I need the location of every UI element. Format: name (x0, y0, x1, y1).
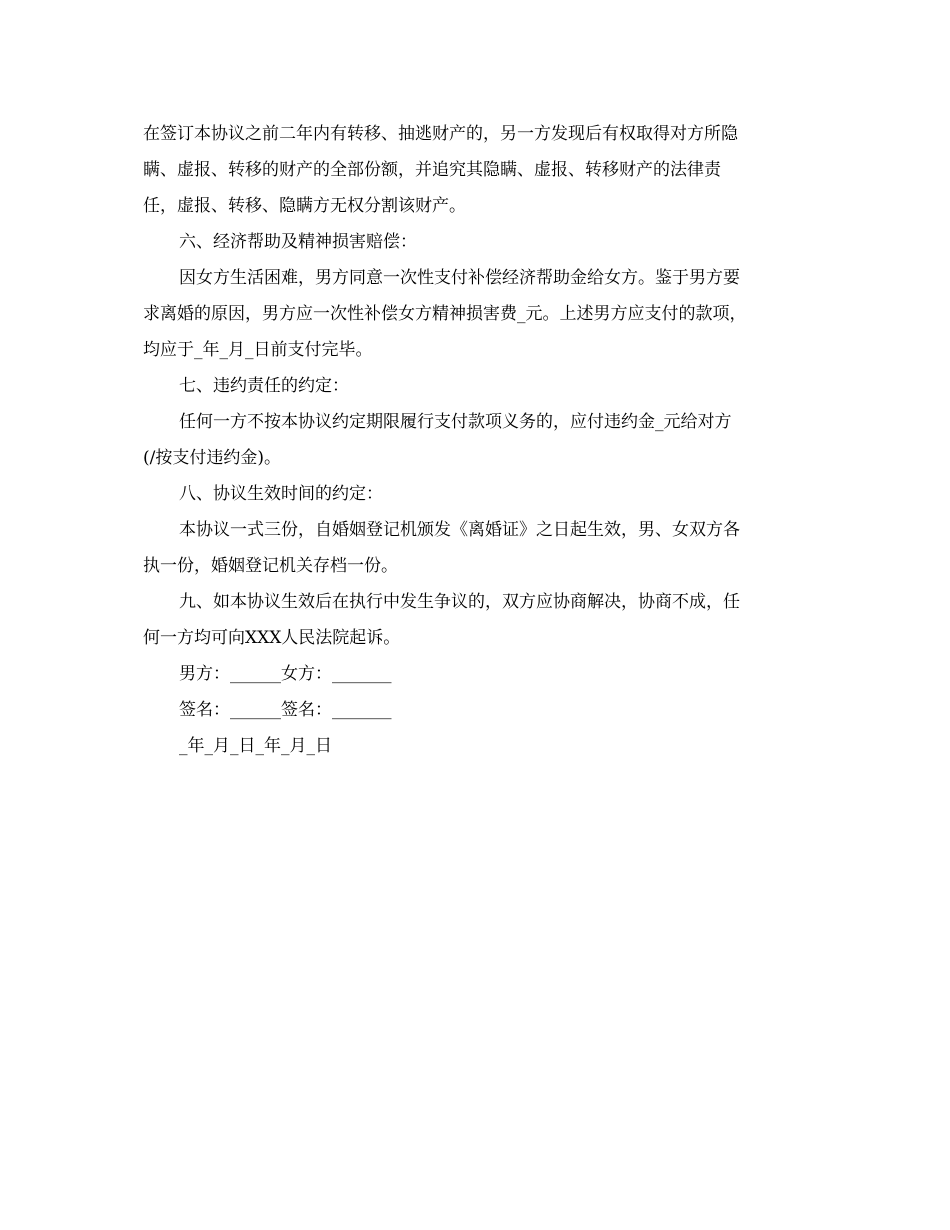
text-line-5: 因女方生活困难，男方同意一次性支付补偿经济帮助金给女方。鉴于男方要 (179, 268, 740, 288)
text-line-9: 任何一方不按本协议约定期限履行支付款项义务的，应付违约金_元给对方 (179, 412, 732, 432)
text-line-12: 本协议一式三份，自婚姻登记机颁发《离婚证》之日起生效，男、女双方各 (179, 520, 740, 540)
section-heading-9: 九、如本协议生效后在执行中发生争议的，双方应协商解决，协商不成，任 (179, 592, 740, 612)
party-line: 男方：______女方：_______ (179, 664, 392, 684)
section-heading-6: 六、经济帮助及精神损害赔偿： (179, 232, 417, 252)
signature-line: 签名：______签名：_______ (179, 700, 392, 720)
text-line-6: 求离婚的原因，男方应一次性补偿女方精神损害费_元。上述男方应支付的款项， (143, 304, 747, 324)
text-line-13: 执一份，婚姻登记机关存档一份。 (143, 556, 398, 576)
document-page (143, 116, 798, 764)
date-line: _年_月_日_年_月_日 (179, 736, 332, 756)
text-line-1: 在签订本协议之前二年内有转移、抽逃财产的，另一方发现后有权取得对方所隐 (143, 124, 738, 144)
text-line-3: 任，虚报、转移、隐瞒方无权分割该财产。 (143, 196, 466, 216)
section-heading-7: 七、违约责任的约定： (179, 376, 349, 396)
text-line-15: 何一方均可向XXX人民法院起诉。 (143, 628, 401, 648)
text-line-2: 瞒、虚报、转移的财产的全部份额，并追究其隐瞒、虚报、转移财产的法律责 (143, 160, 721, 180)
text-line-10: (/按支付违约金)。 (143, 448, 281, 468)
text-line-7: 均应于_年_月_日前支付完毕。 (143, 340, 373, 360)
section-heading-8: 八、协议生效时间的约定： (179, 484, 383, 504)
